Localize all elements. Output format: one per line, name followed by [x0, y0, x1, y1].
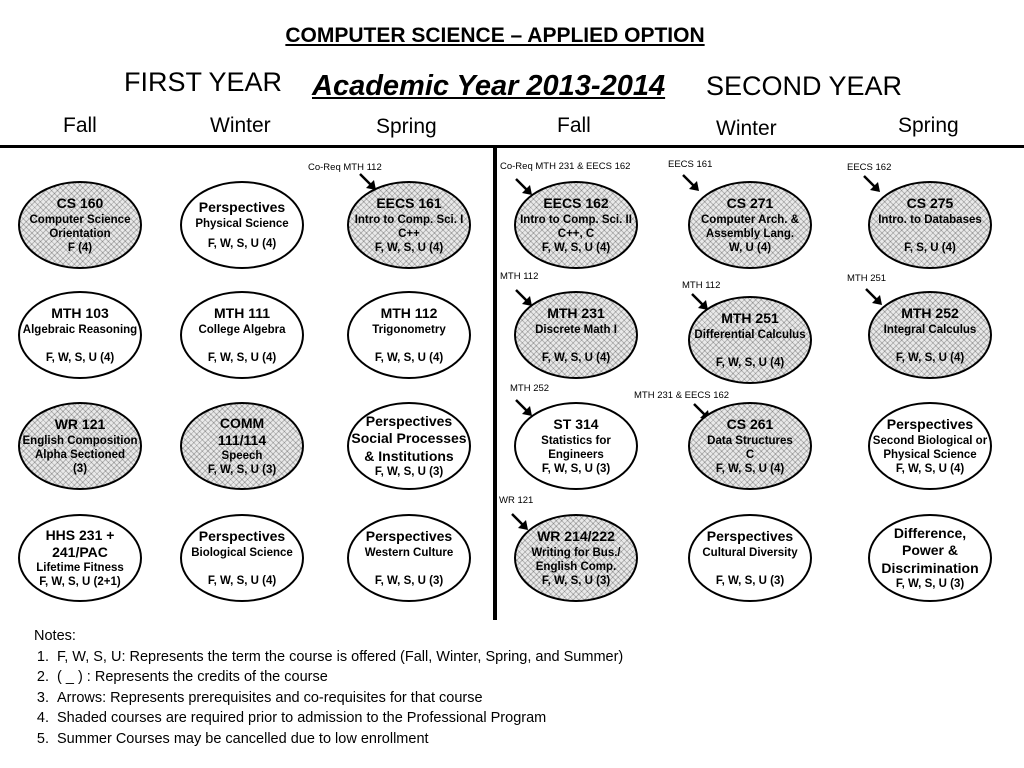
course-cs-271: CS 271 Computer Arch. & Assembly Lang. W, U (4) [688, 181, 812, 269]
requisite-label: MTH 251 [847, 273, 887, 284]
academic-year-heading: Academic Year 2013-2014 [312, 70, 666, 102]
course-perspectives-social-processes: Perspectives Social Processes & Institutions F, W, S, U (3) [347, 402, 471, 490]
course-perspectives-western-culture: Perspectives Western Culture F, W, S, U (3) [347, 514, 471, 602]
course-comm-111-114: COMM 111/114 Speech F, W, S, U (3) [180, 402, 304, 490]
notes-section [34, 626, 623, 749]
first-year-heading: FIRST YEAR [124, 67, 283, 97]
course-mth-231: MTH 231 Discrete Math I F, W, S, U (4) [514, 291, 638, 379]
note-item: 2. ( _ ) : Represents the credits of the course [53, 667, 623, 688]
course-perspectives-biological-science: Perspectives Biological Science F, W, S, U (4) [180, 514, 304, 602]
requisite-label: Co-Req MTH 231 & EECS 162 [500, 161, 631, 172]
year-divider [493, 148, 497, 620]
course-cs-160: CS 160 Computer Science Orientation F (4) [18, 181, 142, 269]
course-mth-251: MTH 251 Differential Calculus F, W, S, U (4) [688, 296, 812, 384]
course-eecs-161: EECS 161 Intro to Comp. Sci. I C++ F, W, S, U (4) [347, 181, 471, 269]
requisite-label: EECS 161 [668, 159, 713, 170]
notes-list [34, 647, 623, 750]
course-perspectives-second-science: Perspectives Second Biological or Physical Science F, W, S, U (4) [868, 402, 992, 490]
term-fall-year2: Fall [557, 114, 591, 137]
term-spring-year1: Spring [376, 115, 437, 138]
term-spring-year2: Spring [898, 114, 959, 137]
term-winter-year2: Winter [716, 117, 777, 140]
requisite-label: EECS 162 [847, 162, 892, 173]
requisite-label: WR 121 [499, 495, 534, 506]
prerequisite-arrow-icon [510, 512, 530, 532]
requisite-label: Co-Req MTH 112 [308, 162, 382, 173]
course-mth-252: MTH 252 Integral Calculus F, W, S, U (4) [868, 291, 992, 379]
course-st-314: ST 314 Statistics for Engineers F, W, S, U (3) [514, 402, 638, 490]
prerequisite-arrow-icon [862, 174, 882, 194]
course-mth-112: MTH 112 Trigonometry F, W, S, U (4) [347, 291, 471, 379]
course-mth-111: MTH 111 College Algebra F, W, S, U (4) [180, 291, 304, 379]
course-hhs-231-241: HHS 231 + 241/PAC Lifetime Fitness F, W, S, U (2+1) [18, 514, 142, 602]
course-perspectives-physical-science: Perspectives Physical Science F, W, S, U (4) [180, 181, 304, 269]
note-item: 1. F, W, S, U: Represents the term the course is offered (Fall, Winter, Spring, and Summer) [53, 647, 623, 668]
course-wr-121: WR 121 English Composition Alpha Sectioned (3) [18, 402, 142, 490]
notes-heading: Notes: [34, 628, 76, 644]
course-eecs-162: EECS 162 Intro to Comp. Sci. II C++, C F, W, S, U (4) [514, 181, 638, 269]
term-fall-year1: Fall [63, 114, 97, 137]
requisite-label: MTH 112 [682, 280, 721, 291]
course-cs-275: CS 275 Intro. to Databases F, S, U (4) [868, 181, 992, 269]
note-item: 4. Shaded courses are required prior to admission to the Professional Program [53, 708, 623, 729]
course-mth-103: MTH 103 Algebraic Reasoning F, W, S, U (4) [18, 291, 142, 379]
course-cs-261: CS 261 Data Structures C F, W, S, U (4) [688, 402, 812, 490]
course-wr-214-222: WR 214/222 Writing for Bus./ English Comp. F, W, S, U (3) [514, 514, 638, 602]
requisite-label: MTH 231 & EECS 162 [634, 390, 730, 401]
course-difference-power-discrimination: Difference, Power & Discrimination F, W, S, U (3) [868, 514, 992, 602]
note-item: 3. Arrows: Represents prerequisites and co-requisites for that course [53, 688, 623, 709]
prerequisite-arrow-icon [864, 287, 884, 307]
prerequisite-arrow-icon [681, 173, 701, 193]
course-perspectives-cultural-diversity: Perspectives Cultural Diversity F, W, S, U (3) [688, 514, 812, 602]
note-item: 5. Summer Courses may be cancelled due to low enrollment [53, 729, 623, 750]
requisite-label: MTH 112 [500, 271, 539, 282]
second-year-heading: SECOND YEAR [706, 71, 903, 101]
header-divider [0, 145, 1024, 148]
requisite-label: MTH 252 [510, 383, 550, 394]
term-winter-year1: Winter [210, 114, 271, 137]
page-title: COMPUTER SCIENCE – APPLIED OPTION [285, 24, 705, 47]
